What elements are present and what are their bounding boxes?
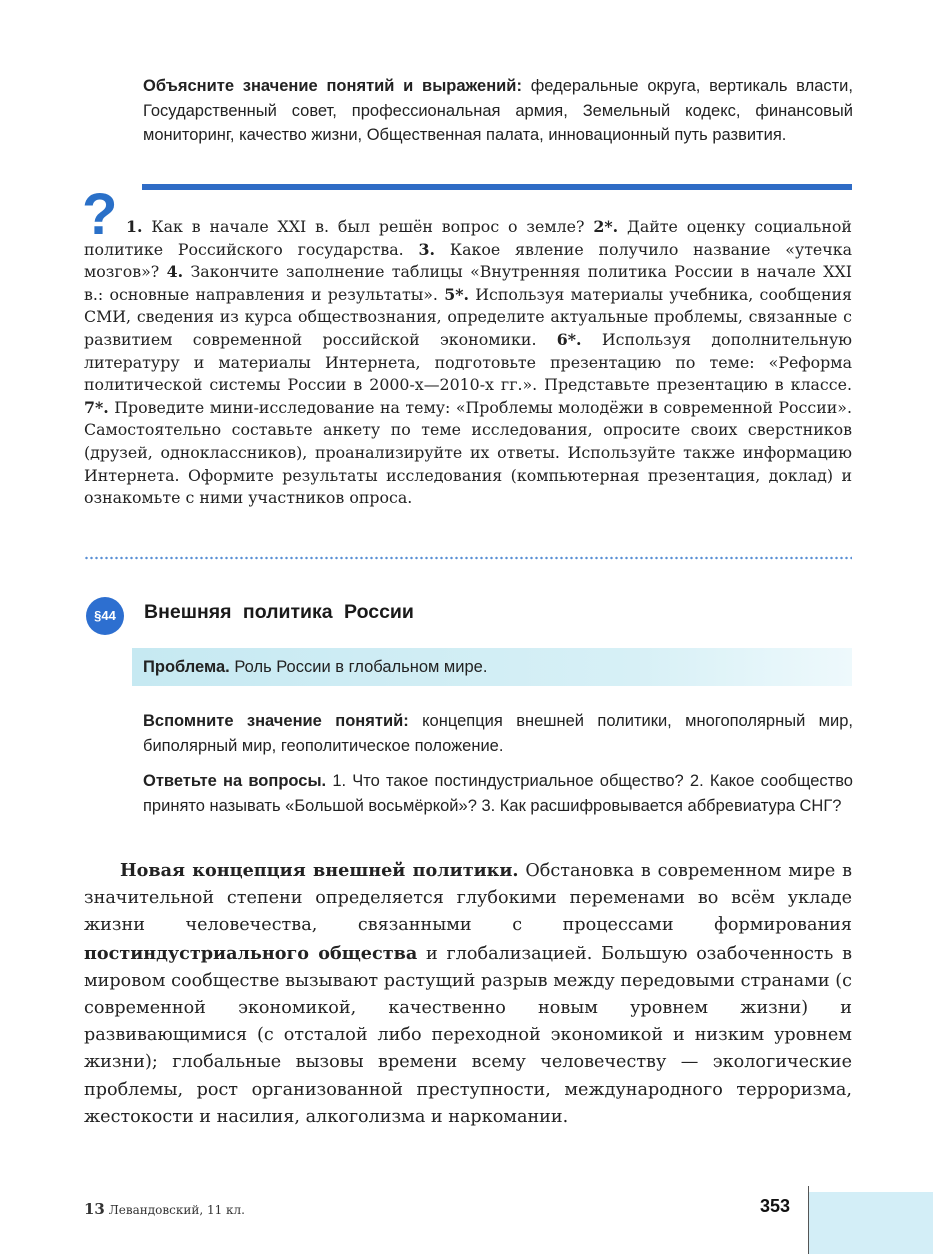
- page-number: 353: [760, 1196, 791, 1216]
- problem-lead: Проблема.: [143, 658, 230, 676]
- q7-number: 7*.: [84, 397, 109, 417]
- sheet-number: 13: [84, 1200, 105, 1218]
- q4-text: Закончите заполнение таблицы «Внутренняя политика России в начале XXI в.: основные направления и результаты».: [84, 262, 852, 304]
- explain-terms-block: [143, 74, 853, 148]
- printer-signature: [84, 1200, 245, 1218]
- problem-text: Роль России в глобальном мире.: [234, 658, 488, 676]
- explain-lead: Объясните значение понятий и выражений:: [143, 77, 522, 95]
- dotted-divider: [84, 556, 852, 560]
- explain-text: федеральные округа, вертикаль власти, Государственный совет, профессиональная армия, Земельный кодекс, финансовый мониторинг, качество жизни, Общественная палата, инновационный путь развития.: [143, 77, 853, 145]
- paragraph-term: постиндустриального общества: [84, 942, 418, 964]
- question-mark-icon: ?: [82, 182, 118, 247]
- section-title: Внешняя политика России: [144, 601, 414, 623]
- answer-lead: Ответьте на вопросы.: [143, 772, 327, 790]
- page-corner-line: [808, 1186, 809, 1254]
- q2-text: Дайте оценку социальной политике Российского государства.: [84, 217, 852, 259]
- q1-text: Как в начале XXI в. был решён вопрос о земле?: [151, 217, 585, 236]
- recall-text: концепция внешней политики, многополярный мир, биполярный мир, геополитическое положение.: [143, 712, 853, 755]
- q4-number: 4.: [166, 262, 184, 282]
- problem-line: [143, 656, 843, 678]
- q5-number: 5*.: [444, 284, 469, 304]
- blue-divider: [142, 184, 852, 190]
- main-paragraph: [84, 857, 852, 1131]
- questions-block: [84, 216, 852, 510]
- q1-number: 1.: [126, 217, 143, 236]
- recall-lead: Вспомните значение понятий:: [143, 712, 409, 730]
- q3-number: 3.: [418, 239, 436, 259]
- paragraph-text-2: и глобализацией. Большую озабоченность в мировом сообществе вызывают растущий разрыв между передовыми странами (с современной экономикой, качественно новым уровнем жизни) и развивающимися (с отсталой либо переходной экономикой и низким уровнем жизни); глобальные вызовы времени всему человечеству — экологические проблемы, рост организованной преступности, международного терроризма, жестокости и насилия, алкоголизма и наркомании.: [84, 943, 853, 1127]
- q5-text: Используя материалы учебника, сообщения СМИ, сведения из курса обществознания, определите актуальные проблемы, связанные с развитием современной российской экономики.: [84, 284, 852, 349]
- paragraph-text-1: Обстановка в современном мире в значительной степени определяется глубокими переменами во всём укладе жизни человечества, связанными с процессами формирования: [84, 861, 852, 936]
- page-corner-strip: [808, 1192, 933, 1254]
- q6-text: Используя дополнительную литературу и материалы Интернета, подготовьте презентацию по теме: «Реформа политической системы России в 2000-х—2010-х гг.». Представьте презентацию в классе.: [84, 329, 853, 395]
- q7-text: Проведите мини-исследование на тему: «Проблемы молодёжи в современной России». Самостоятельно составьте анкету по теме исследования, опросите своих сверстников (друзей, одноклассников), проанализируйте их ответы. Используйте также информацию Интернета. Оформите результаты исследования (компьютерная презентация, доклад) и ознакомьте с ними участников опроса.: [84, 397, 852, 508]
- answer-questions-block: [143, 769, 853, 819]
- q6-number: 6*.: [556, 329, 582, 349]
- answer-text: 1. Что такое постиндустриальное общество? 2. Какое сообщество принято называть «Большой восьмёркой»? 3. Как расшифровывается аббревиатура СНГ?: [143, 772, 853, 815]
- paragraph-heading: Новая концепция внешней политики.: [120, 860, 519, 881]
- section-number-badge: §44: [86, 597, 124, 635]
- signature-text: Левандовский, 11 кл.: [108, 1203, 245, 1217]
- q3-text: Какое явление получило название «утечка мозгов»?: [84, 239, 853, 282]
- q2-number: 2*.: [593, 217, 619, 236]
- recall-terms-block: [143, 709, 853, 759]
